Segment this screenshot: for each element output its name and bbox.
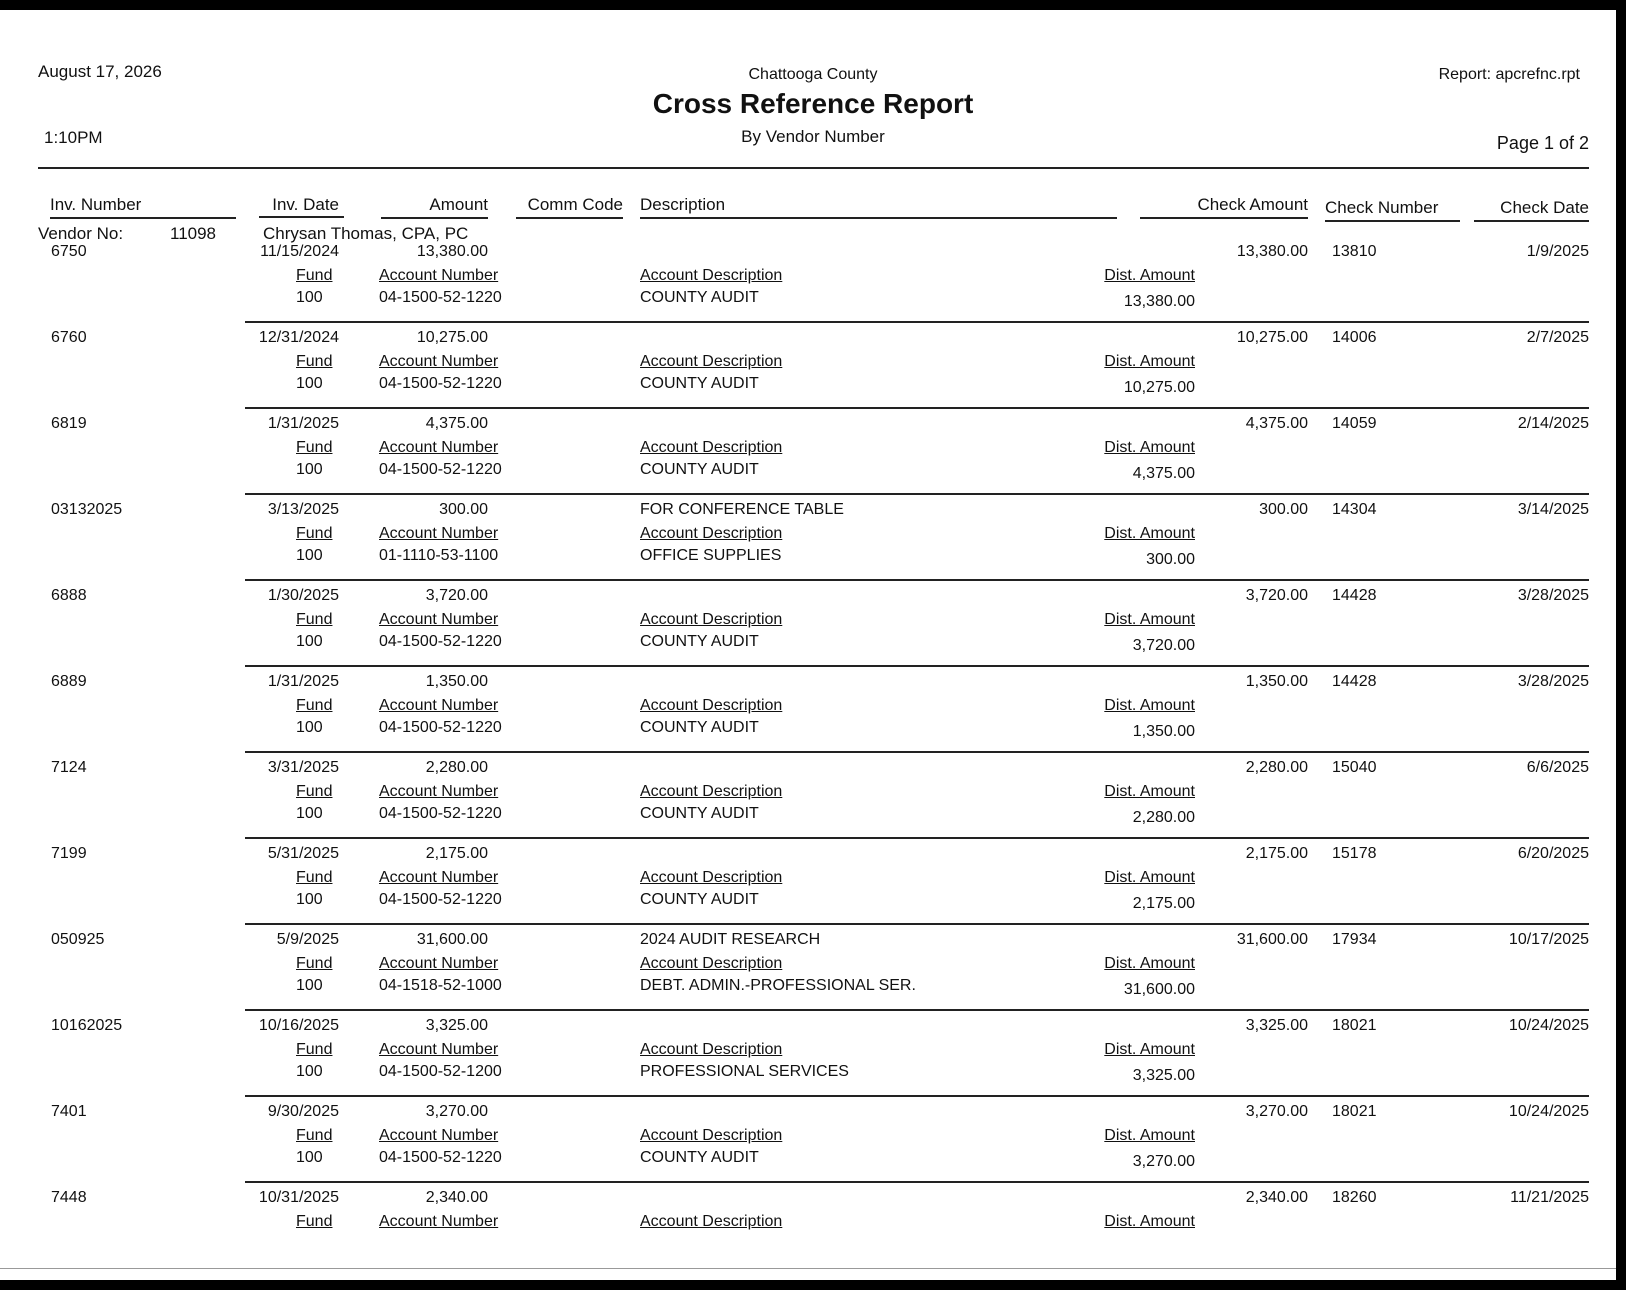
account-number-header: Account Number	[379, 955, 499, 972]
fund-value: 100	[296, 461, 323, 478]
check-number: 18021	[1332, 1103, 1377, 1120]
column-header-amount: Amount	[381, 195, 488, 219]
invoice-number: 050925	[51, 931, 105, 948]
check-number: 14428	[1332, 673, 1377, 690]
fund-value: 100	[296, 1063, 323, 1080]
fund-header: Fund	[296, 1213, 333, 1230]
account-description-header: Account Description	[640, 1041, 783, 1058]
check-number: 15178	[1332, 845, 1377, 862]
invoice-entry	[0, 415, 1626, 501]
scan-border-bottom	[0, 1280, 1626, 1290]
invoice-number: 6760	[51, 329, 87, 346]
check-amount: 3,325.00	[1245, 1017, 1308, 1034]
invoice-date: 11/15/2024	[260, 243, 339, 260]
invoice-date: 3/31/2025	[267, 759, 339, 776]
invoice-date: 1/31/2025	[267, 673, 339, 690]
fund-header: Fund	[296, 525, 333, 542]
fund-value: 100	[296, 289, 323, 306]
report-date: August 17, 2026	[38, 62, 162, 81]
account-description-header: Account Description	[640, 1213, 783, 1230]
check-date: 10/24/2025	[1508, 1017, 1589, 1034]
account-description-header: Account Description	[640, 353, 783, 370]
account-description-value: COUNTY AUDIT	[640, 289, 759, 306]
invoice-number: 6888	[51, 587, 87, 604]
check-date: 10/17/2025	[1508, 931, 1589, 948]
invoice-number: 7401	[51, 1103, 87, 1120]
dist-amount-value: 4,375.00	[1132, 465, 1195, 482]
header-divider	[38, 167, 1589, 169]
scan-border-top	[0, 0, 1626, 10]
fund-value: 100	[296, 633, 323, 650]
vendor-name: Chrysan Thomas, CPA, PC	[263, 224, 469, 243]
page-number: Page 1 of 2	[1496, 133, 1589, 153]
account-description-value: OFFICE SUPPLIES	[640, 547, 782, 564]
entry-divider	[245, 407, 1589, 409]
dist-amount-value: 300.00	[1146, 551, 1195, 568]
invoice-entry	[0, 673, 1626, 759]
invoice-date: 9/30/2025	[267, 1103, 339, 1120]
check-date: 6/20/2025	[1517, 845, 1589, 862]
check-amount: 4,375.00	[1245, 415, 1308, 432]
account-number-header: Account Number	[379, 267, 499, 284]
check-number: 17934	[1332, 931, 1377, 948]
dist-amount-header: Dist. Amount	[1104, 1213, 1195, 1230]
column-header-check-date: Check Date	[1474, 198, 1589, 222]
dist-amount-header: Dist. Amount	[1104, 611, 1195, 628]
invoice-date: 10/31/2025	[258, 1189, 339, 1206]
column-header-inv-date: Inv. Date	[272, 195, 339, 214]
invoice-entry	[0, 1103, 1626, 1189]
fund-header: Fund	[296, 439, 333, 456]
check-date: 6/6/2025	[1526, 759, 1589, 776]
fund-value: 100	[296, 891, 323, 908]
county-name: Chattooga County	[748, 66, 878, 83]
account-description-value: COUNTY AUDIT	[640, 461, 759, 478]
report-subtitle: By Vendor Number	[741, 127, 885, 146]
invoice-date: 5/31/2025	[267, 845, 339, 862]
account-description-header: Account Description	[640, 1127, 783, 1144]
account-number-value: 04-1500-52-1220	[379, 289, 502, 306]
fund-header: Fund	[296, 1041, 333, 1058]
account-number-header: Account Number	[379, 697, 499, 714]
account-number-header: Account Number	[379, 525, 499, 542]
check-number: 14304	[1332, 501, 1377, 518]
column-header-inv-number: Inv. Number	[50, 195, 236, 219]
entry-divider	[245, 1009, 1589, 1011]
invoice-date: 10/16/2025	[258, 1017, 339, 1034]
invoice-number: 7199	[51, 845, 87, 862]
dist-amount-value: 13,380.00	[1123, 293, 1195, 310]
check-amount: 10,275.00	[1236, 329, 1308, 346]
invoice-description: 2024 AUDIT RESEARCH	[640, 931, 821, 948]
check-amount: 31,600.00	[1236, 931, 1308, 948]
check-date: 10/24/2025	[1508, 1103, 1589, 1120]
check-number: 18021	[1332, 1017, 1377, 1034]
invoice-amount: 1,350.00	[425, 673, 488, 690]
account-description-value: PROFESSIONAL SERVICES	[640, 1063, 849, 1080]
fund-header: Fund	[296, 611, 333, 628]
check-date: 3/28/2025	[1517, 673, 1589, 690]
invoice-entry	[0, 759, 1626, 845]
entry-divider	[245, 493, 1589, 495]
column-header-inv-date-underline	[259, 216, 344, 218]
fund-value: 100	[296, 805, 323, 822]
entry-divider	[245, 321, 1589, 323]
invoice-amount: 300.00	[439, 501, 488, 518]
dist-amount-value: 2,280.00	[1132, 809, 1195, 826]
account-number-value: 01-1110-53-1100	[379, 547, 499, 564]
account-description-header: Account Description	[640, 611, 783, 628]
dist-amount-value: 31,600.00	[1123, 981, 1195, 998]
report-time: 1:10PM	[44, 128, 103, 147]
invoice-number: 7124	[51, 759, 87, 776]
account-number-header: Account Number	[379, 611, 499, 628]
dist-amount-header: Dist. Amount	[1104, 353, 1195, 370]
dist-amount-header: Dist. Amount	[1104, 267, 1195, 284]
entry-divider	[245, 923, 1589, 925]
check-amount: 1,350.00	[1245, 673, 1308, 690]
account-number-value: 04-1518-52-1000	[379, 977, 502, 994]
dist-amount-header: Dist. Amount	[1104, 1127, 1195, 1144]
dist-amount-value: 3,720.00	[1132, 637, 1195, 654]
invoice-amount: 3,325.00	[425, 1017, 488, 1034]
dist-amount-header: Dist. Amount	[1104, 525, 1195, 542]
fund-header: Fund	[296, 697, 333, 714]
invoice-entry	[0, 1017, 1626, 1103]
column-header-comm-code: Comm Code	[516, 195, 623, 219]
invoice-number: 10162025	[51, 1017, 123, 1034]
check-date: 11/21/2025	[1510, 1189, 1589, 1206]
invoice-entry	[0, 501, 1626, 587]
account-number-header: Account Number	[379, 869, 499, 886]
account-description-header: Account Description	[640, 525, 783, 542]
fund-value: 100	[296, 977, 323, 994]
check-date: 1/9/2025	[1526, 243, 1589, 260]
dist-amount-header: Dist. Amount	[1104, 783, 1195, 800]
check-amount: 13,380.00	[1236, 243, 1308, 260]
fund-header: Fund	[296, 1127, 333, 1144]
dist-amount-value: 10,275.00	[1123, 379, 1195, 396]
entry-divider	[245, 579, 1589, 581]
invoice-amount: 13,380.00	[416, 243, 488, 260]
account-number-value: 04-1500-52-1200	[379, 1063, 502, 1080]
invoice-date: 3/13/2025	[267, 501, 339, 518]
account-number-value: 04-1500-52-1220	[379, 805, 502, 822]
entry-divider	[245, 665, 1589, 667]
invoice-date: 5/9/2025	[276, 931, 339, 948]
account-number-value: 04-1500-52-1220	[379, 1149, 502, 1166]
check-amount: 3,720.00	[1245, 587, 1308, 604]
invoice-number: 6819	[51, 415, 87, 432]
report-file-name: Report: apcrefnc.rpt	[1438, 66, 1580, 83]
invoice-date: 1/30/2025	[267, 587, 339, 604]
dist-amount-header: Dist. Amount	[1104, 869, 1195, 886]
invoice-description: FOR CONFERENCE TABLE	[640, 501, 844, 518]
account-description-value: COUNTY AUDIT	[640, 633, 759, 650]
fund-header: Fund	[296, 353, 333, 370]
dist-amount-value: 2,175.00	[1132, 895, 1195, 912]
account-number-value: 04-1500-52-1220	[379, 891, 502, 908]
entry-divider	[245, 1181, 1589, 1183]
check-date: 3/28/2025	[1517, 587, 1589, 604]
check-amount: 3,270.00	[1245, 1103, 1308, 1120]
dist-amount-header: Dist. Amount	[1104, 697, 1195, 714]
invoice-amount: 2,280.00	[425, 759, 488, 776]
invoice-amount: 3,720.00	[425, 587, 488, 604]
invoice-number: 6750	[51, 243, 87, 260]
check-amount: 300.00	[1259, 501, 1308, 518]
invoice-number: 03132025	[51, 501, 123, 518]
invoice-entry	[0, 845, 1626, 931]
entry-divider	[245, 1095, 1589, 1097]
invoice-number: 7448	[51, 1189, 87, 1206]
check-number: 18260	[1332, 1189, 1377, 1206]
account-description-value: COUNTY AUDIT	[640, 375, 759, 392]
invoice-amount: 31,600.00	[416, 931, 488, 948]
check-amount: 2,280.00	[1245, 759, 1308, 776]
dist-amount-value: 3,270.00	[1132, 1153, 1195, 1170]
account-description-value: COUNTY AUDIT	[640, 719, 759, 736]
check-number: 13810	[1332, 243, 1377, 260]
vendor-number: 11098	[170, 224, 217, 243]
dist-amount-header: Dist. Amount	[1104, 1041, 1195, 1058]
vendor-label: Vendor No:	[38, 224, 124, 243]
account-number-value: 04-1500-52-1220	[379, 719, 502, 736]
account-description-header: Account Description	[640, 267, 783, 284]
dist-amount-value: 1,350.00	[1132, 723, 1195, 740]
account-number-header: Account Number	[379, 353, 499, 370]
account-number-header: Account Number	[379, 1041, 499, 1058]
invoice-amount: 10,275.00	[416, 329, 488, 346]
entry-divider	[245, 751, 1589, 753]
account-number-value: 04-1500-52-1220	[379, 461, 502, 478]
column-header-description: Description	[640, 195, 1117, 219]
invoice-entry	[0, 1189, 1626, 1275]
invoice-date: 12/31/2024	[258, 329, 339, 346]
check-date: 2/14/2025	[1517, 415, 1589, 432]
invoice-entry	[0, 243, 1626, 329]
check-amount: 2,175.00	[1245, 845, 1308, 862]
fund-header: Fund	[296, 267, 333, 284]
check-date: 2/7/2025	[1526, 329, 1589, 346]
account-description-header: Account Description	[640, 955, 783, 972]
invoice-entry	[0, 931, 1626, 1017]
invoice-number: 6889	[51, 673, 87, 690]
account-number-value: 04-1500-52-1220	[379, 633, 502, 650]
account-number-header: Account Number	[379, 439, 499, 456]
fund-value: 100	[296, 375, 323, 392]
account-description-value: COUNTY AUDIT	[640, 1149, 759, 1166]
column-header-check-amount: Check Amount	[1140, 195, 1308, 219]
invoice-amount: 2,175.00	[425, 845, 488, 862]
fund-value: 100	[296, 547, 323, 564]
invoice-entry	[0, 587, 1626, 673]
fund-value: 100	[296, 1149, 323, 1166]
account-number-header: Account Number	[379, 1213, 499, 1230]
invoice-date: 1/31/2025	[267, 415, 339, 432]
account-description-value: COUNTY AUDIT	[640, 891, 759, 908]
check-number: 14059	[1332, 415, 1377, 432]
check-amount: 2,340.00	[1245, 1189, 1308, 1206]
account-description-value: COUNTY AUDIT	[640, 805, 759, 822]
account-description-header: Account Description	[640, 869, 783, 886]
check-number: 14006	[1332, 329, 1377, 346]
dist-amount-header: Dist. Amount	[1104, 955, 1195, 972]
fund-header: Fund	[296, 783, 333, 800]
account-description-value: DEBT. ADMIN.-PROFESSIONAL SER.	[640, 977, 916, 994]
invoice-entry	[0, 329, 1626, 415]
dist-amount-value: 3,325.00	[1132, 1067, 1195, 1084]
fund-value: 100	[296, 719, 323, 736]
account-number-header: Account Number	[379, 1127, 499, 1144]
fund-header: Fund	[296, 869, 333, 886]
account-description-header: Account Description	[640, 697, 783, 714]
column-header-check-number: Check Number	[1325, 198, 1460, 222]
check-date: 3/14/2025	[1517, 501, 1589, 518]
dist-amount-header: Dist. Amount	[1104, 439, 1195, 456]
account-number-header: Account Number	[379, 783, 499, 800]
report-title: Cross Reference Report	[652, 88, 974, 119]
account-description-header: Account Description	[640, 783, 783, 800]
check-number: 14428	[1332, 587, 1377, 604]
check-number: 15040	[1332, 759, 1377, 776]
entry-divider	[245, 837, 1589, 839]
invoice-amount: 2,340.00	[425, 1189, 488, 1206]
fund-header: Fund	[296, 955, 333, 972]
account-number-value: 04-1500-52-1220	[379, 375, 502, 392]
invoice-amount: 4,375.00	[425, 415, 488, 432]
account-description-header: Account Description	[640, 439, 783, 456]
invoice-amount: 3,270.00	[425, 1103, 488, 1120]
